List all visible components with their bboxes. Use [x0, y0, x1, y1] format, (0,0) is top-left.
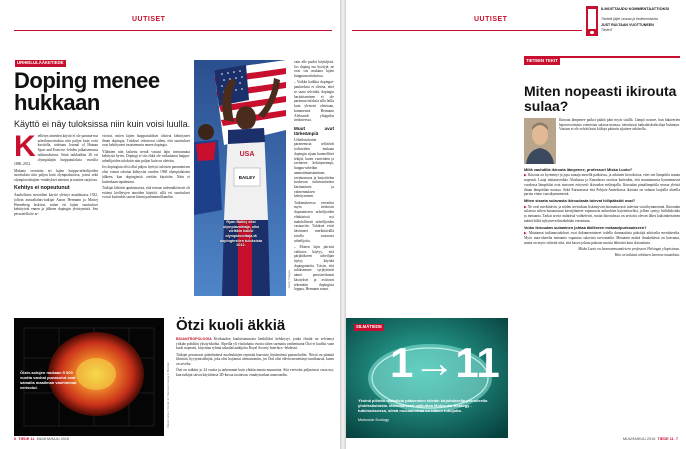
ad-line-3: JUST RULTAAN VUOTTUNEEN [601, 23, 654, 27]
lens-digit-big: 1 [390, 339, 414, 386]
lower-body [176, 337, 334, 437]
answer-marker-icon: ▶ [524, 173, 528, 178]
right-page [346, 0, 686, 449]
paragraph: – Voikka kaikkia dopingai-paukseksia ei oleteta, ettei se saata selvittää, dopingin harjoittaminen ei ole parannut tuloksia sillä lailla kuin yleisesti oletetaan, kommentoi Hermann Aleksandr ylioppilas tiedotteessa. [294, 80, 334, 123]
body-column-3 [294, 60, 334, 298]
paragraph: – Monen lajin piirissä valittava käytyy, että pärjätäkseen urheilijan täytyy käyttää dopingaineita. Toisin, että tuloksemme syrjäyttävät nämä perusteettomat käsitykset ja avittavat tekemään dopingista loppua, Hermann sanoo. [294, 244, 334, 292]
question: Voiko ikiroudan sulaminen johtaa äkilliseen metaanipurkaukseen? [524, 224, 647, 230]
issue-date: MUUHAIKUU 2015 [622, 437, 656, 441]
signature-2: Hän on tutkinut arktisten luonnon muutoksia. [614, 253, 680, 257]
left-footer [14, 437, 69, 441]
athlete-photo [194, 60, 286, 296]
jersey-text: USA [239, 151, 255, 158]
magazine-name: TIEDE 11 [18, 437, 35, 441]
body-column-1 [14, 134, 98, 299]
drop-cap: K [14, 134, 36, 163]
section-label: UUTISET [132, 16, 166, 23]
otzi-credit: Marek Janko / Center for Nanotechnology in Münster [166, 362, 170, 428]
subhead: Muut avut tärkeämpiä [294, 126, 334, 137]
paragraph: Anabolisten steroidien käyttö yleistyi maailmassa 1932, jolloin australialais-tutkijat Aaron Hermann ja Maciej Henneberg laskivat, miten eri lajien suoritukset kehittyivät ennen ja jälkeen dopingin yleistymistä. Sen perusteella he ar- [14, 193, 98, 217]
paragraph: Jos dopingista olisi ollut paljon hyötyä, tulosten paranemisen olisi voinut odottaa kiihtyvän vuoden 1968 olympialaisten jälkeen, kun dopingtestit otettiin käyttöön. Näin ei kuitenkaan tapahtunut. [102, 165, 190, 184]
ad-line-2: Tiedetä jäljet seuraa ja tiedetoimistota [601, 17, 658, 21]
jersey-name: BAILEY [238, 175, 256, 180]
magazine-name: TIEDE 11 [657, 437, 674, 441]
photo-credit: Getty Images [287, 270, 291, 288]
paragraph: Ötzi on tutkittu jo 24 vuotta ja tarkemmin kuin yhtään muuta muumiota. Sitä verisolut paljastavat vasta nyt, kun tutkijat saivat käyttöönsä 3D-kuvaa tuottavan, ennätystarkan nanosondin. [176, 368, 334, 378]
ad-line-4: Tiede.fi [601, 28, 613, 32]
section-label: UUTISET [474, 16, 508, 23]
paragraph: vioivat, miten lajien huipputulokset olisivat kehittyneet ilman dopingia. Tulokset viittasivat siihen, että suoritukset ovat kehittyneet tasaisemmin ennen dopingia. [102, 134, 190, 148]
lower-headline: Ötzi kuoli äkkiä [176, 317, 286, 334]
paragraph: Tutkijat perustavat päätelmänsä nuolenkärjen repimää haavasta löytämiinsä punasoluihin. Niissä on päämiä fibriiniä, hyytymistekijää, joka olisi hajonnut olemattomiin, jos Ötzi olisi eläviä menettänyt tuntikausia, kuten on arveltu. [176, 352, 334, 367]
lens-digit-arrow: →11 [413, 339, 500, 386]
section-rule [352, 30, 582, 31]
question: Millä vauhdilla ikirouta lämpenee, professori Miska Luoto? [524, 167, 633, 172]
lens-digits [390, 339, 500, 386]
lens-caption: Yksinä piilottu mahdista pääsemien silmän kirjoituksella perusteella yhdeksästoista. Mahdollisesti vaikuttaa Molecular Ecology -tutkimuksessa, silmä mukaanottaa on hänen tutkijoita. [358, 398, 488, 413]
ad-phone-icon [586, 6, 598, 36]
answer: Muutamat tutkimustulokset ovat dokumentoineet todella dramaattisia päästöjä arktiselta merialueelta. Myös maa-alueelta metaania vapautuu sulavista turvemailta. Metaanin määrä ilmakehässä on kasvanut, mutta on myös viitteitä siitä, että kasvu johtuu pääosin muista lähteistä kuin ikiroudasta. [524, 231, 680, 245]
issue-date: MUUHAIKUU 2015 [36, 437, 70, 441]
paragraph: Yllättäen niin laskettu trendi vastasi lajin toteutunutta kehitystä hyvin. Dopingi ei siis ehkä ole vaikuttanut huippu-urheilijoiden tuloksiin niin paljon kuin on oletettu. [102, 149, 190, 164]
intro-text: ielletyn aineiden käyttö ei ole paranta-nut urheilusuorituksia niin paljon kuin voisi kuvitella, todetaan Journal of Human Sport and Exercise -lehden julkaisemassa tutkimuksessa. Siinä tarkkailtiin 26 eri olympialajin huipputuloksia vuosilta 1886–2012. [14, 134, 98, 167]
paragraph: Tutkimuksessa verrattiin myös tiedotssti dopaamiseen urheilijoiden elinkäsissä nyt mahdollisesti urheilijoiden vastaaviin. Tulokset eivät hävinneet merkittävällä tavalla vastaavia urheilijoita. [294, 200, 334, 243]
deck: Käyttö ei näy tuloksissa niin kuin voisi luulla. [14, 119, 191, 129]
subhead: Kehitys ei nopeutunut [14, 184, 70, 191]
section-rule [14, 30, 332, 31]
feature-body [524, 166, 680, 396]
photo-caption: Ryan Bailey olisi olympiavoittaja, olisi vieläkin kaikki olympiavoittaja-tä dopingtestien tuloksista 2012. [219, 220, 263, 248]
answer-marker-icon: ▶ [524, 204, 528, 209]
topic-tag: URHEILULÄÄKETIEDE [17, 60, 64, 65]
paragraph: Tutkijat lähtivät apukeinoista, että testaus todennäköisesti oli estänyt kielletyjen aineiden käyttöä, sillä eri suoritukset voivat kuitenkin saavat kiinni parhaimmillaanhin. [102, 185, 190, 200]
otzi-caption: Ötzin-solujen mukaan 5 000 vuotta vanhat punasolut ovat samalla maailman vanhimmat verisolut. [20, 370, 77, 390]
ad-box[interactable] [586, 4, 678, 40]
paragraph: Urheilutulosten paranemista selittävät todisteiden mukaan dopingin sijaan luonnolliset tekijät, kuten vuotetulen ja ravinteen kehittyneempi, huippu-urheilun ammattimaistuminen, ravintomuoa ja harjoittelua koskevan tutkimustiedon karttuminen ja valmennuksen kehittyminen. [294, 137, 334, 199]
question: Miten sisarta sulavasta ikiroudasta tulevat hiilipäästöt ovat? [524, 198, 636, 204]
answer: Ikirouta on kyrmenyt ja jopa sataaja merellä paikoissa, ja arktinen kerroksissa, ettei sen lämpötila muuta nopeasti. Laaja mittausverkko Alaskassa ja Kanadassa osoittaa kuitenkin, että muuttamassa kymmenessä vuodessa lämpötilat ovat nousseet eritysesti ikiroudan etelärajalla. Ikiroudan pintalämpötila seuraa yleistä ilman lämpötilan nousua. Sekä Euraasiassa että Pohjois-Amerikassa ikirouta on sulanut laajoilla alueilla parina viime vuosikymmenenä. [524, 173, 680, 197]
lens-source: Molecular Ecology [358, 418, 390, 422]
page-number: 6 [14, 437, 17, 441]
portrait-illustration [524, 118, 556, 164]
contact-lens-image [346, 318, 508, 438]
paragraph: vain alle puolet käyttäjistä. Jos doping tuo hyötyjä, ne ovat siis mukana lajien huippusuorituksissa. [294, 60, 334, 79]
portrait-photo [524, 118, 556, 164]
feature-intro: Ikirouta lämpenee paikoi päätiä päin myös sisällä. Lämpö nousee, hun bakteerien hajotusvoimista voimistuu sulassa maassa, toteuttavat tankalaiskseksiluja lisääntyn. Vastaus ei ole selvää kuin kiiltoja pääosin sijaitsee arktisella. [559, 118, 680, 132]
headline: Doping menee hukkaan [14, 68, 160, 115]
right-footer [623, 437, 678, 441]
paragraph: Kivikauden kuuluisimmasta henkilöksi kehkeytyi, jonka elinitä on selvinnyt ytikiän pohdittu yksityiskohta. Alpeilla yli viisituhatta vuotta sitten surmattu vanhentunut Ötzi ei kuollut vaan kuoli nopeasti, kirjoittaa ryhmä saksalaistutkijoita Royal Society Interface -lehdessä. [176, 337, 334, 351]
athlete-photo-illustration [194, 60, 286, 296]
feature-headline: Miten nopeasti ikirouta sulaa? [524, 83, 677, 114]
left-page [0, 0, 340, 449]
answer: Ne ovat merkittäviä, ja niiden arvioidaan lisääntyvän huomattavasti tulevina vuosikymmeninä. Ikiroudan sulaessa siihen hautautunut kasvijäänteet vapautuvat mikrobien hajoitettaviksi, jolloin syntyy hiilidioksidia ja metaania. Tarkat arviot määrästä vaihtelevat, mutta ikiroudassa on arvioitu olevan lähes kaksinkertainen määrä hiiltä nykyiseen ilmakehään verrattuna. [524, 204, 680, 223]
body-column-2 [102, 134, 190, 299]
otzi-image [14, 318, 164, 436]
paragraph: Mukana verrattiin eri lajien huippu-urheilijoiden suorituksia niin paljon kuin olympialaisissa, joissa sekä olympiavoittajien -ennätykset miesten ja naisten sarjoissa. [14, 168, 98, 183]
feature-tag: TIETEEN TEKIT [526, 58, 558, 63]
lower-tag: SILMÄTIEDE [356, 324, 383, 329]
lower-kicker: BIOANTROPOLOGIA [176, 337, 212, 341]
signature: Miska Luoto on luonnonmaantieteen professori Helsingin yliopistossa. [578, 246, 680, 251]
ad-line-1: ILMOITTAUDU KOMMENTAATTIOKSI [601, 6, 670, 11]
answer-marker-icon: ▶ [524, 231, 529, 236]
page-number: 7 [675, 437, 678, 441]
